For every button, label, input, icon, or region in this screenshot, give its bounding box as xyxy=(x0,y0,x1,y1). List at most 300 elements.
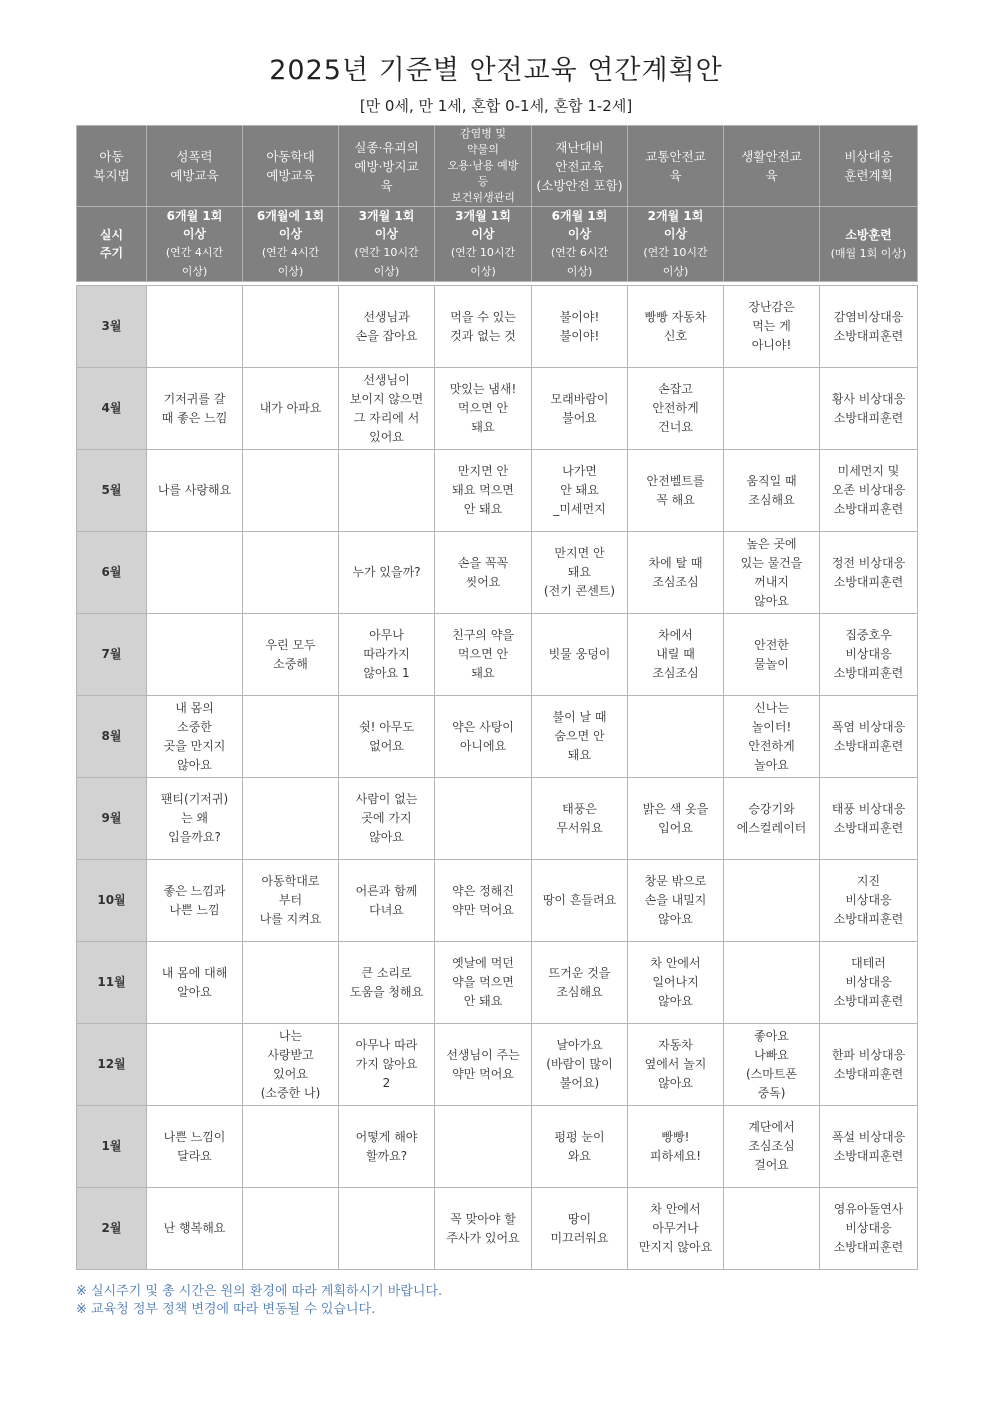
month-cell: 7월 xyxy=(77,614,147,696)
cell-text-line: 창문 밖으로 xyxy=(644,874,707,888)
cell-text-line: 불어요 xyxy=(562,410,597,425)
plan-cell xyxy=(243,696,339,778)
cell-text-line: 2개월 1회 xyxy=(647,209,704,223)
cell-text-line: 나쁜 느낌이 xyxy=(163,1129,226,1144)
cell-text-line: 나를 지켜요 xyxy=(259,912,322,926)
cell-text-line: 만지면 안 xyxy=(554,546,605,560)
cell-text-line: 나를 사랑해요 xyxy=(157,483,232,497)
plan-cell xyxy=(820,614,918,696)
page-title: 2025년 기준별 안전교육 연간계획안 xyxy=(269,55,723,86)
table-row xyxy=(77,778,918,860)
cell-text-line: 사람이 없는 xyxy=(355,792,418,806)
cell-text-line: 아동 xyxy=(99,149,124,164)
cycle-header-cell xyxy=(628,207,724,282)
plan-cell xyxy=(147,778,243,860)
cell-text-line: 소방대피훈련 xyxy=(833,1148,904,1163)
cell-text-line: 나쁜 느낌 xyxy=(169,902,220,917)
cell-text-line: 없어요 xyxy=(369,738,404,753)
column-header xyxy=(724,126,820,207)
cell-text-line: 손을 잡아요 xyxy=(355,328,418,343)
cell-text-line: 비상대응 xyxy=(845,975,892,989)
cell-text-line: 맛있는 냄새! xyxy=(449,382,517,396)
cell-text-line: 숨으면 안 xyxy=(554,729,605,743)
plan-cell xyxy=(820,1188,918,1270)
plan-cell xyxy=(435,614,532,696)
cell-text-line: 물놀이 xyxy=(754,656,789,671)
cell-text-line: 큰 소리로 xyxy=(361,965,412,980)
cycle-header-cell xyxy=(243,207,339,282)
cell-text-line: 사랑받고 xyxy=(267,1047,314,1062)
cell-text-line: 불어요) xyxy=(559,1076,600,1090)
cell-text-line: 감염병 및 xyxy=(459,127,506,140)
cell-text-line: 약을 먹으면 xyxy=(452,975,514,989)
cell-text-line: 차 안에서 xyxy=(650,1202,701,1216)
cell-text-line: 차에 탈 때 xyxy=(648,555,703,570)
cell-text-line: 안전한 xyxy=(754,637,789,652)
cycle-sub-text xyxy=(166,246,223,278)
cycle-sub-text xyxy=(831,247,907,260)
plan-cell xyxy=(724,450,820,532)
cell-text-line: 소방대피훈련 xyxy=(833,912,904,926)
table-row xyxy=(77,614,918,696)
cell-text-line: 입어요 xyxy=(658,820,693,835)
column-header xyxy=(339,126,435,207)
cell-text-line: 황사 비상대응 xyxy=(831,391,906,406)
cycle-sub-text xyxy=(551,246,608,278)
plan-cell xyxy=(532,532,628,614)
cell-text-line: 예방·방지교 xyxy=(354,158,419,174)
plan-cell xyxy=(820,696,918,778)
cell-text-line: 오존 비상대응 xyxy=(831,483,906,497)
cycle-sub-text xyxy=(354,246,418,278)
cell-text-line: 소방대피훈련 xyxy=(833,574,904,589)
plan-cell xyxy=(147,532,243,614)
cell-text-line: _미세먼지 xyxy=(553,502,606,516)
month-cell: 12월 xyxy=(77,1024,147,1106)
table-row xyxy=(77,1106,918,1188)
plan-cell xyxy=(724,1188,820,1270)
plan-cell xyxy=(532,614,628,696)
cell-text-line: 돼요 xyxy=(471,420,495,434)
cell-text-line: 난 행복해요 xyxy=(163,1221,226,1235)
cell-text-line: 곳에 가지 xyxy=(361,811,412,825)
cell-text-line: (전기 콘센트) xyxy=(543,584,616,598)
cell-text-line: 정전 비상대응 xyxy=(831,555,906,570)
cell-text-line: 것과 없는 것 xyxy=(450,328,516,343)
cell-text-line: 이상 xyxy=(471,227,495,241)
cell-text-line: 걸어요 xyxy=(754,1158,789,1172)
cell-text-line: 차 안에서 xyxy=(650,956,701,970)
cell-text-line: 먹을 수 있는 xyxy=(450,309,516,324)
cell-text-line: 안전하게 xyxy=(748,738,795,753)
cell-text-line: 않아요 1 xyxy=(363,666,410,680)
cell-text-line: 않아요 xyxy=(754,593,789,608)
cell-text-line: (소방안전 포함) xyxy=(536,177,623,193)
cell-text-line: 꼭 맞아야 할 xyxy=(450,1211,516,1226)
plan-cell xyxy=(820,1106,918,1188)
cell-text-line: 소중해 xyxy=(273,656,308,671)
cell-text-line: 소방대피훈련 xyxy=(833,1066,904,1081)
month-cell: 4월 xyxy=(77,368,147,450)
plan-cell xyxy=(243,1188,339,1270)
cell-text-line: 안 돼요 xyxy=(463,994,503,1008)
column-header xyxy=(77,126,147,207)
cell-text-line: 무서워요 xyxy=(556,820,603,835)
cell-text-line: 는 왜 xyxy=(181,811,208,825)
plan-cell xyxy=(243,368,339,450)
cell-text-line: 중독) xyxy=(757,1085,786,1100)
cell-text-line: (연간 10시간 xyxy=(643,246,708,259)
cell-text-line: 입을까요? xyxy=(168,830,221,844)
cell-text-line: 기저귀를 갈 xyxy=(163,391,226,406)
month-cell: 11월 xyxy=(77,942,147,1024)
cell-text-line: 이상) xyxy=(373,265,400,278)
cell-text-line: 씻어요 xyxy=(465,574,501,589)
plan-cell xyxy=(435,368,532,450)
cell-text-line: 달라요 xyxy=(177,1148,212,1163)
cell-text-line: 친구의 약을 xyxy=(452,628,514,642)
cell-text-line: 생활안전교 xyxy=(741,149,802,164)
month-cell: 9월 xyxy=(77,778,147,860)
cell-text-line: 자동차 xyxy=(658,1038,693,1052)
cell-text-line: (연간 6시간 xyxy=(550,246,609,259)
plan-cell xyxy=(435,532,532,614)
cell-text-line: 땅이 xyxy=(567,1211,592,1226)
column-header xyxy=(147,126,243,207)
table-row xyxy=(77,860,918,942)
plan-cell xyxy=(820,778,918,860)
cell-text-line: 좋은 느낌과 xyxy=(163,883,226,898)
cell-text-line: 비상대응 xyxy=(845,893,892,907)
plan-cell xyxy=(435,286,532,368)
cell-text-line: 돼요 xyxy=(471,666,495,680)
footnote-policy: ※ 교육청 정부 정책 변경에 따라 변동될 수 있습니다. xyxy=(76,1302,376,1317)
cell-text-line: 훈련계획 xyxy=(844,168,893,183)
cell-text-line: 내 몸의 xyxy=(175,700,214,715)
column-header xyxy=(820,126,918,207)
cell-text-line: 내가 아파요 xyxy=(259,401,322,415)
cell-text-line: 내릴 때 xyxy=(656,647,695,661)
plan-cell xyxy=(435,860,532,942)
cell-text-line: (연간 10시간 xyxy=(450,246,516,259)
cell-text-line: 아무나 따라 xyxy=(355,1038,418,1052)
cell-text-line: 육 xyxy=(765,168,778,183)
cycle-header-cell xyxy=(724,207,820,282)
cell-text-line: 손을 꼭꼭 xyxy=(457,555,509,570)
cell-text-line: 6개월 1회 xyxy=(166,209,223,223)
cell-text-line: 손을 내밀지 xyxy=(644,893,707,907)
plan-cell xyxy=(243,778,339,860)
plan-cell xyxy=(339,778,435,860)
cell-text-line: (매월 1회 이상) xyxy=(830,246,907,260)
cell-text-line: 불이야! xyxy=(559,328,600,343)
plan-cell xyxy=(532,286,628,368)
plan-cell xyxy=(243,1024,339,1106)
cell-text-line: 불이 날 때 xyxy=(552,710,607,724)
cell-text-line: 있어요 xyxy=(273,1066,308,1081)
cell-text-line: 쉿! 아무도 xyxy=(359,719,414,734)
cell-text-line: (연간 4시간 xyxy=(165,246,224,259)
month-cell: 1월 xyxy=(77,1106,147,1188)
cell-text-line: (연간 4시간 xyxy=(261,246,320,259)
cell-text-line: 주사가 있어요 xyxy=(446,1230,520,1245)
cell-text-line: 약은 정해진 xyxy=(452,883,514,898)
plan-cell xyxy=(628,860,724,942)
cycle-header-cell xyxy=(77,207,147,282)
cell-text-line: 옛날에 먹던 xyxy=(452,956,514,970)
plan-cell xyxy=(532,942,628,1024)
cell-text-line: 성폭력 xyxy=(176,149,213,164)
cell-text-line: 선생님이 xyxy=(363,372,410,387)
cell-text-line: 있어요 xyxy=(369,429,404,444)
page-subtitle: [만 0세, 만 1세, 혼합 0-1세, 혼합 1-2세] xyxy=(359,97,633,115)
cell-text-line: 만지면 안 xyxy=(457,464,509,478)
cell-text-line: 안전교육 xyxy=(555,158,604,174)
cell-text-line: 안 돼요 xyxy=(560,483,599,497)
cell-text-line: 이상 xyxy=(567,227,592,241)
plan-cell xyxy=(339,286,435,368)
plan-cell xyxy=(820,1024,918,1106)
plan-cell xyxy=(339,450,435,532)
cell-text-line: 이상) xyxy=(181,265,208,278)
safety-plan-table xyxy=(76,125,918,1270)
cell-text-line: 날아가요 xyxy=(556,1038,603,1052)
cell-text-line: 나가면 xyxy=(562,464,597,478)
cell-text-line: 비상대응 xyxy=(845,1221,892,1235)
plan-cell xyxy=(147,614,243,696)
month-cell: 3월 xyxy=(77,286,147,368)
cell-text-line: 승강기와 xyxy=(748,801,795,816)
cell-text-line: 건너요 xyxy=(658,420,693,434)
cell-text-line: 나빠요 xyxy=(754,1047,789,1062)
cell-text-line: 펑펑 눈이 xyxy=(554,1129,605,1144)
cell-text-line: 이상 xyxy=(374,227,399,241)
plan-cell xyxy=(147,1188,243,1270)
plan-cell xyxy=(243,532,339,614)
plan-cell xyxy=(628,368,724,450)
plan-cell xyxy=(435,1024,532,1106)
cell-text-line: 돼요 xyxy=(567,565,592,579)
plan-cell xyxy=(724,614,820,696)
plan-cell xyxy=(532,778,628,860)
header-row-subjects xyxy=(77,126,918,207)
cell-text-line: 미세먼지 및 xyxy=(837,464,900,478)
cell-text-line: 곳을 만지지 xyxy=(163,738,226,753)
cell-text-line: 이상) xyxy=(470,265,496,278)
cell-text-line: 약만 먹어요 xyxy=(452,1066,514,1081)
cell-text-line: 소중한 xyxy=(177,719,212,734)
plan-cell xyxy=(435,778,532,860)
plan-cell xyxy=(243,614,339,696)
plan-cell xyxy=(820,286,918,368)
cell-text-line: 교통안전교 xyxy=(645,149,706,164)
cell-text-line: 재난대비 xyxy=(555,139,604,155)
cell-text-line: 이상) xyxy=(277,265,304,278)
plan-cell xyxy=(628,696,724,778)
cell-text-line: 아동학대 xyxy=(266,149,315,164)
cell-text-line: 이상) xyxy=(566,265,593,278)
cell-text-line: 안전벨트를 xyxy=(646,473,705,488)
cell-text-line: 않아요 xyxy=(658,1076,693,1090)
cell-text-line: 때 좋은 느낌 xyxy=(161,410,228,425)
cell-text-line: 나는 xyxy=(278,1028,303,1043)
cell-text-line: 조심해요 xyxy=(748,492,795,507)
table-row xyxy=(77,532,918,614)
cell-text-line: 돼요 xyxy=(567,748,592,762)
cell-text-line: 실시 xyxy=(99,228,124,242)
cell-text-line: 한파 비상대응 xyxy=(831,1047,906,1062)
cell-text-line: 있는 물건을 xyxy=(740,555,803,570)
table-row xyxy=(77,696,918,778)
cell-text-line: 오용·남용 예방 xyxy=(447,159,519,172)
cycle-header-cell xyxy=(435,207,532,282)
plan-cell xyxy=(339,1024,435,1106)
cell-text-line: 지진 xyxy=(856,874,881,888)
plan-cell xyxy=(628,1188,724,1270)
cell-text-line: 육 xyxy=(380,177,393,193)
plan-cell xyxy=(243,286,339,368)
cell-text-line: 대테러 xyxy=(851,956,886,970)
cycle-header-cell xyxy=(147,207,243,282)
plan-cell xyxy=(243,942,339,1024)
cell-text-line: 약물의 xyxy=(467,143,499,156)
cell-text-line: 아동학대로 xyxy=(261,874,320,888)
cell-text-line: 조심조심 xyxy=(652,666,699,680)
cell-text-line: 이상) xyxy=(662,265,689,278)
cycle-sub-text xyxy=(643,246,707,278)
cell-text-line: 감염비상대응 xyxy=(833,309,904,324)
cell-text-line: 소방대피훈련 xyxy=(833,502,904,516)
plan-cell xyxy=(339,1188,435,1270)
cell-text-line: 따라가지 xyxy=(363,647,410,661)
cell-text-line: 주기 xyxy=(99,246,124,260)
cell-text-line: 어떻게 해야 xyxy=(355,1129,418,1144)
month-cell: 2월 xyxy=(77,1188,147,1270)
cycle-sub-text xyxy=(262,246,319,278)
plan-cell xyxy=(724,532,820,614)
cell-text-line: 안전하게 xyxy=(652,401,699,415)
cell-text-line: 3개월 1회 xyxy=(455,209,511,223)
month-cell: 8월 xyxy=(77,696,147,778)
plan-cell xyxy=(532,860,628,942)
cell-text-line: 피하세요! xyxy=(649,1148,702,1163)
cell-text-line: 빗물 웅덩이 xyxy=(548,647,611,661)
plan-cell xyxy=(339,860,435,942)
cell-text-line: 소방대피훈련 xyxy=(833,666,904,680)
month-cell: 6월 xyxy=(77,532,147,614)
plan-cell xyxy=(147,942,243,1024)
cell-text-line: (소중한 나) xyxy=(260,1085,321,1100)
cell-text-line: 움직일 때 xyxy=(746,473,797,488)
plan-cell xyxy=(628,532,724,614)
cell-text-line: 불이야! xyxy=(559,309,600,324)
cell-text-line: 놀아요 xyxy=(754,757,789,772)
plan-cell xyxy=(724,942,820,1024)
column-header xyxy=(628,126,724,207)
month-cell: 10월 xyxy=(77,860,147,942)
plan-cell xyxy=(628,778,724,860)
cell-text-line: 부터 xyxy=(278,893,303,907)
plan-cell xyxy=(724,1106,820,1188)
plan-cell xyxy=(147,696,243,778)
cell-text-line: 팬티(기저귀) xyxy=(160,792,229,806)
cell-text-line: 이상 xyxy=(278,227,303,241)
cell-text-line: 3개월 1회 xyxy=(358,209,415,223)
plan-cell xyxy=(820,532,918,614)
cell-text-line: 약만 먹어요 xyxy=(452,902,514,917)
plan-cell xyxy=(532,696,628,778)
plan-cell xyxy=(147,368,243,450)
cell-text-line: 가지 않아요 xyxy=(355,1057,418,1071)
cell-text-line: 않아요 xyxy=(658,912,693,926)
cell-text-line: 아니야! xyxy=(751,338,792,352)
cell-text-line: 신호 xyxy=(663,328,688,343)
plan-cell xyxy=(243,860,339,942)
plan-cell xyxy=(435,942,532,1024)
table-row xyxy=(77,1188,918,1270)
cell-text-line: 복지법 xyxy=(93,168,130,183)
cell-text-line: 내 몸에 대해 xyxy=(161,965,228,980)
header-row-cycle xyxy=(77,207,918,282)
plan-cell xyxy=(628,1024,724,1106)
plan-cell xyxy=(339,368,435,450)
plan-cell xyxy=(724,1024,820,1106)
cell-text-line: 실종·유괴의 xyxy=(354,139,419,155)
cell-text-line: 예방교육 xyxy=(170,168,219,183)
table-row xyxy=(77,1024,918,1106)
table-row xyxy=(77,942,918,1024)
cell-text-line: 알아요 xyxy=(177,984,212,999)
cell-text-line: 아무거나 xyxy=(652,1221,699,1235)
cell-text-line: 비상대응 xyxy=(844,149,893,164)
cell-text-line: 비상대응 xyxy=(845,647,892,661)
cycle-sub-text xyxy=(451,246,515,278)
plan-cell xyxy=(147,860,243,942)
plan-cell xyxy=(339,696,435,778)
plan-cell xyxy=(820,942,918,1024)
cell-text-line: 일어나지 xyxy=(652,975,699,989)
plan-cell xyxy=(243,1106,339,1188)
cell-text-line: 신나는 xyxy=(754,700,789,715)
cell-text-line: 먹으면 안 xyxy=(457,647,509,661)
cell-text-line: 소방대피훈련 xyxy=(833,1240,904,1254)
cell-text-line: 집중호우 xyxy=(845,628,892,642)
cell-text-line: 뜨거운 것을 xyxy=(548,965,611,980)
plan-cell xyxy=(147,286,243,368)
cell-text-line: 누가 있을까? xyxy=(352,565,421,579)
cell-text-line: 에스컬레이터 xyxy=(736,820,807,835)
cell-text-line: 와요 xyxy=(567,1148,592,1163)
cell-text-line: 차에서 xyxy=(658,628,693,642)
plan-cell xyxy=(532,368,628,450)
plan-cell xyxy=(532,1024,628,1106)
cell-text-line: 모래바람이 xyxy=(550,391,609,406)
month-cell: 5월 xyxy=(77,450,147,532)
cell-text-line: (연간 10시간 xyxy=(354,246,419,259)
cell-text-line: (바람이 많이 xyxy=(546,1057,613,1071)
plan-cell xyxy=(628,286,724,368)
cell-text-line: 다녀요 xyxy=(369,902,404,917)
plan-cell xyxy=(147,1024,243,1106)
cell-text-line: 빵빵! xyxy=(661,1129,690,1144)
cell-text-line: 먹으면 안 xyxy=(457,401,509,415)
cell-text-line: 선생님과 xyxy=(363,309,410,324)
cell-text-line: 먹는 게 xyxy=(752,319,791,333)
cycle-header-cell xyxy=(820,207,918,282)
cell-text-line: 아니에요 xyxy=(459,738,507,753)
cell-text-line: 땅이 흔들려요 xyxy=(542,893,617,907)
table-row xyxy=(77,286,918,368)
